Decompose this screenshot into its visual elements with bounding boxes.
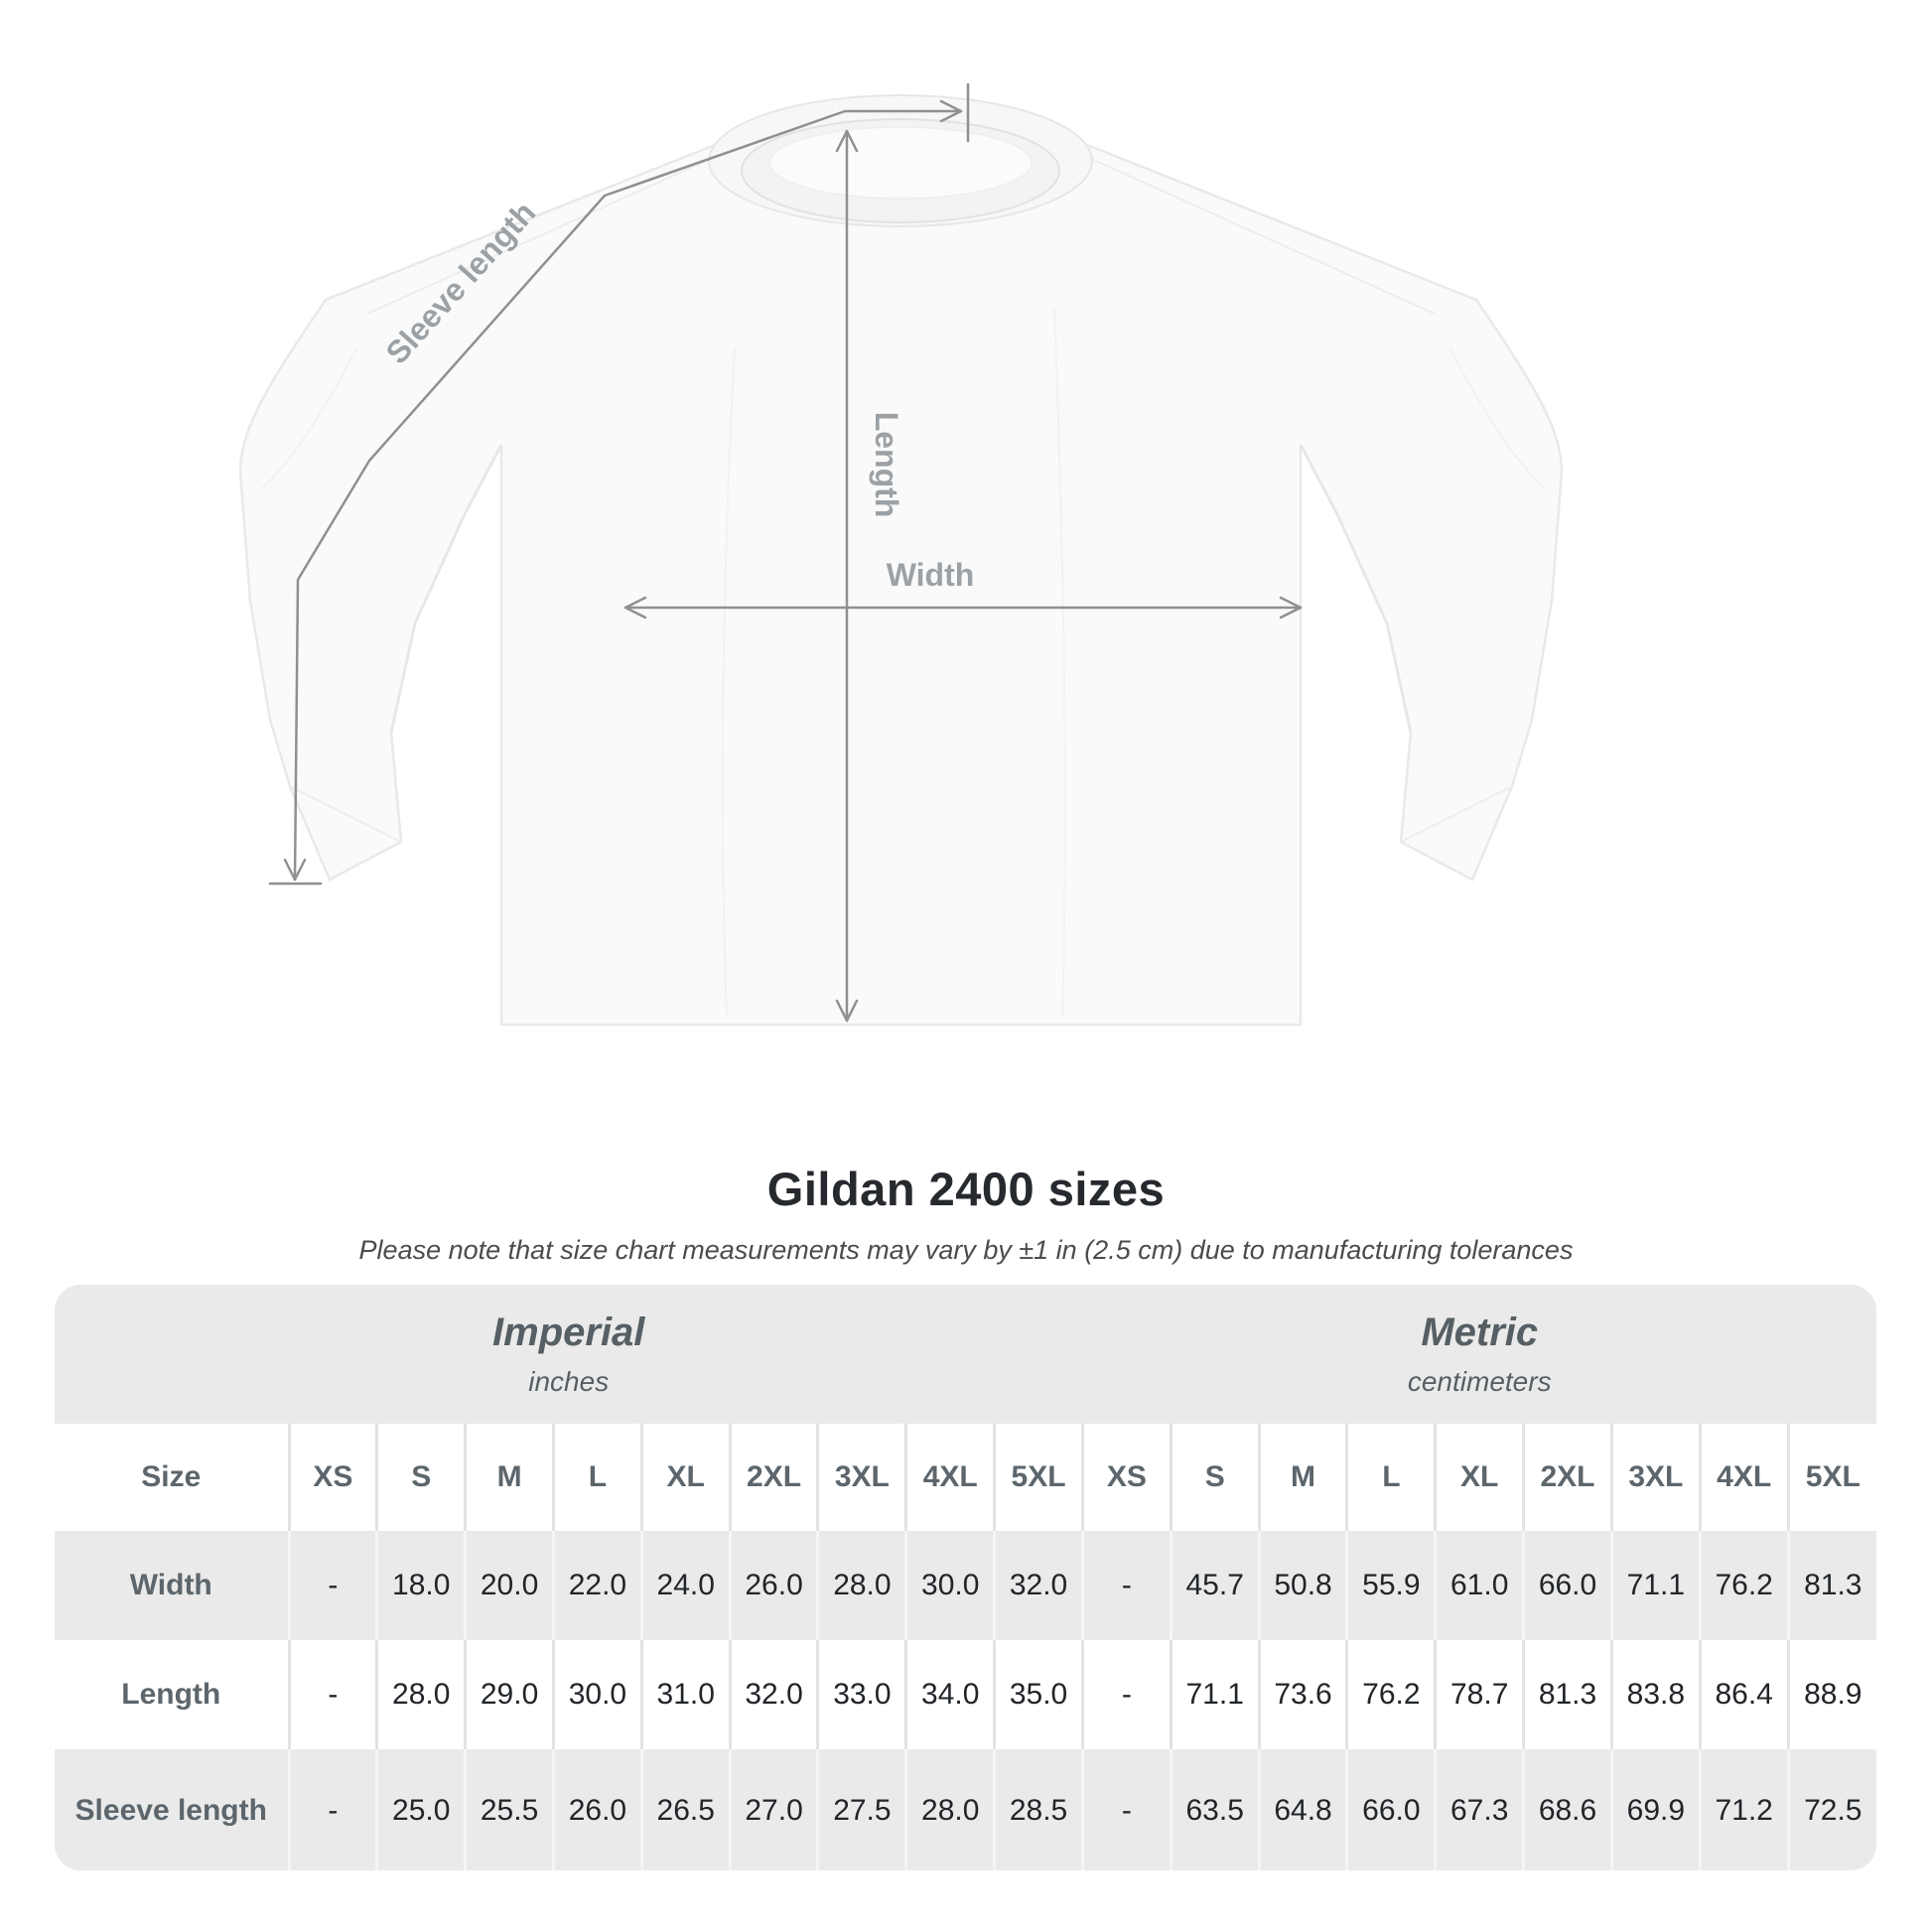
table-cell: - [1082, 1749, 1171, 1870]
size-header-cell: L [553, 1424, 641, 1531]
size-header-cell: 2XL [1524, 1424, 1612, 1531]
table-row [55, 1640, 1876, 1749]
table-cell: 27.0 [730, 1749, 818, 1870]
table-cell: 78.7 [1436, 1640, 1524, 1749]
size-header-cell: 5XL [1788, 1424, 1876, 1531]
table-cell: 25.0 [377, 1749, 466, 1870]
table-cell: 30.0 [906, 1531, 995, 1640]
table-cell: 69.9 [1611, 1749, 1700, 1870]
size-header-cell: 4XL [906, 1424, 995, 1531]
table-cell: 72.5 [1788, 1749, 1876, 1870]
table-cell: 66.0 [1524, 1531, 1612, 1640]
size-header-cell: 3XL [818, 1424, 906, 1531]
table-cell: - [1082, 1531, 1171, 1640]
table-cell: 32.0 [730, 1640, 818, 1749]
table-cell: 71.1 [1611, 1531, 1700, 1640]
table-cell: 29.0 [466, 1640, 554, 1749]
table-cell: 34.0 [906, 1640, 995, 1749]
table-cell: 35.0 [995, 1640, 1083, 1749]
table-cell: 22.0 [553, 1531, 641, 1640]
size-header-cell: M [1259, 1424, 1347, 1531]
imperial-sublabel: inches [528, 1366, 610, 1397]
table-cell: 24.0 [641, 1531, 730, 1640]
metric-label: Metric [1421, 1311, 1539, 1354]
size-header-cell: L [1347, 1424, 1436, 1531]
size-header-cell: S [1171, 1424, 1259, 1531]
table-cell: 30.0 [553, 1640, 641, 1749]
unit-band-row [55, 1285, 1876, 1424]
size-header-cell: 4XL [1700, 1424, 1788, 1531]
size-table-container [55, 1285, 1876, 1870]
table-cell: 32.0 [995, 1531, 1083, 1640]
table-cell: 83.8 [1611, 1640, 1700, 1749]
table-cell: 81.3 [1524, 1640, 1612, 1749]
table-cell: 67.3 [1436, 1749, 1524, 1870]
table-cell: 81.3 [1788, 1531, 1876, 1640]
size-header-cell: 5XL [995, 1424, 1083, 1531]
table-cell: 28.0 [906, 1749, 995, 1870]
size-header-cell: XL [1436, 1424, 1524, 1531]
metric-band [1082, 1285, 1876, 1424]
size-table [55, 1285, 1876, 1870]
size-header-cell: 2XL [730, 1424, 818, 1531]
size-header-cell: 3XL [1611, 1424, 1700, 1531]
table-cell: 73.6 [1259, 1640, 1347, 1749]
table-row [55, 1749, 1876, 1870]
table-cell: - [289, 1531, 377, 1640]
metric-sublabel: centimeters [1407, 1366, 1552, 1397]
length-label: Length [869, 411, 904, 518]
table-cell: 20.0 [466, 1531, 554, 1640]
size-header-cell: S [377, 1424, 466, 1531]
table-cell: 26.0 [553, 1749, 641, 1870]
size-header-row [55, 1424, 1876, 1531]
shirt-diagram [179, 50, 1727, 1042]
table-cell: 66.0 [1347, 1749, 1436, 1870]
table-cell: 50.8 [1259, 1531, 1347, 1640]
table-cell: 76.2 [1347, 1640, 1436, 1749]
table-cell: 28.5 [995, 1749, 1083, 1870]
table-cell: - [289, 1749, 377, 1870]
table-cell: 26.5 [641, 1749, 730, 1870]
table-cell: 64.8 [1259, 1749, 1347, 1870]
table-cell: 45.7 [1171, 1531, 1259, 1640]
size-header-cell: XS [1082, 1424, 1171, 1531]
table-cell: 68.6 [1524, 1749, 1612, 1870]
table-cell: 71.2 [1700, 1749, 1788, 1870]
table-cell: 28.0 [377, 1640, 466, 1749]
table-cell: 31.0 [641, 1640, 730, 1749]
row-label: Length [55, 1640, 289, 1749]
size-corner-header: Size [141, 1460, 202, 1493]
table-cell: 27.5 [818, 1749, 906, 1870]
table-cell: - [289, 1640, 377, 1749]
table-cell: 86.4 [1700, 1640, 1788, 1749]
table-cell: 88.9 [1788, 1640, 1876, 1749]
collar-inner-back [769, 127, 1032, 199]
table-cell: 25.5 [466, 1749, 554, 1870]
width-label: Width [886, 557, 975, 593]
imperial-band [55, 1285, 1082, 1424]
row-label: Width [55, 1531, 289, 1640]
size-header-cell: M [466, 1424, 554, 1531]
table-cell: 63.5 [1171, 1749, 1259, 1870]
page-title: Gildan 2400 sizes [766, 1163, 1166, 1215]
table-row [55, 1531, 1876, 1640]
size-header-cell: XL [641, 1424, 730, 1531]
table-cell: 33.0 [818, 1640, 906, 1749]
table-cell: - [1082, 1640, 1171, 1749]
table-cell: 18.0 [377, 1531, 466, 1640]
sleeve-length-label: Sleeve length [378, 194, 543, 371]
table-cell: 28.0 [818, 1531, 906, 1640]
table-cell: 55.9 [1347, 1531, 1436, 1640]
row-label: Sleeve length [55, 1749, 289, 1870]
table-cell: 76.2 [1700, 1531, 1788, 1640]
table-cell: 61.0 [1436, 1531, 1524, 1640]
table-cell: 26.0 [730, 1531, 818, 1640]
tolerance-note: Please note that size chart measurements may vary by ±1 in (2.5 cm) due to manufacturing tolerances [358, 1235, 1574, 1265]
imperial-label: Imperial [492, 1311, 645, 1354]
size-header-cell: XS [289, 1424, 377, 1531]
table-cell: 71.1 [1171, 1640, 1259, 1749]
